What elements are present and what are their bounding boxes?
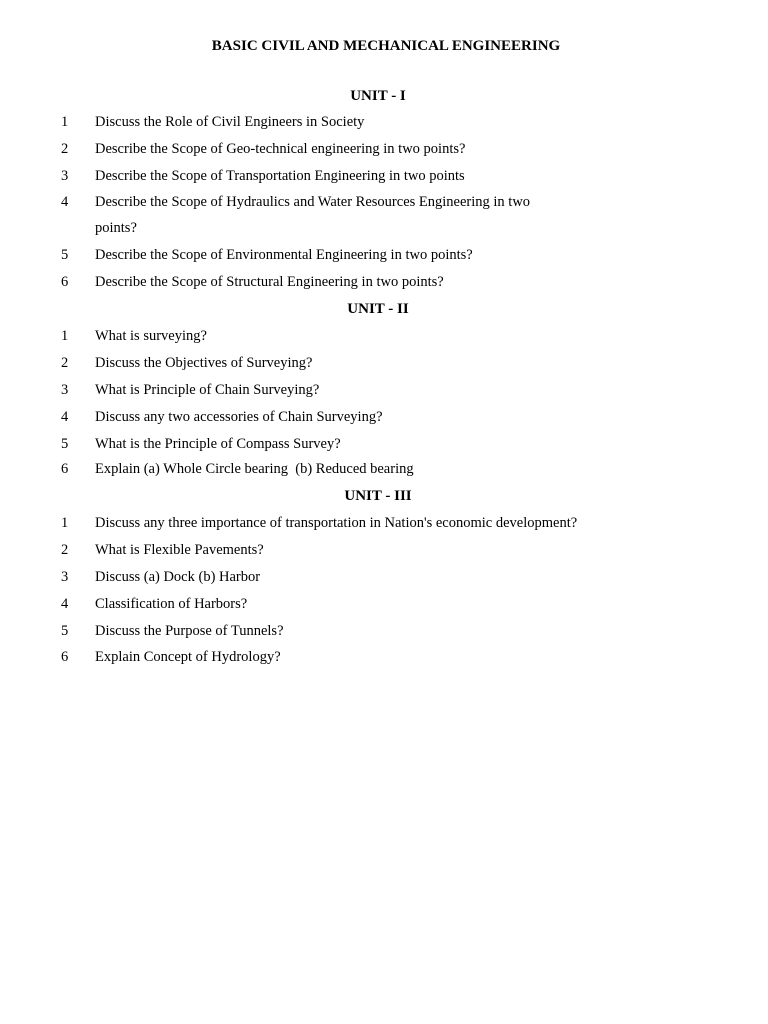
question-number: 1: [61, 328, 69, 344]
question-number: 2: [61, 542, 69, 558]
question-number: 3: [61, 569, 69, 585]
question-number: 5: [61, 247, 69, 263]
document-title: BASIC CIVIL AND MECHANICAL ENGINEERING: [211, 38, 561, 54]
question-number: 4: [61, 596, 69, 612]
question-text: Explain (a) Whole Circle bearing (b) Reduced bearing: [95, 461, 414, 477]
question-number: 1: [61, 114, 69, 130]
question-text: What is surveying?: [95, 328, 207, 344]
question-text: What is the Principle of Compass Survey?: [95, 436, 341, 452]
question-text: Discuss (a) Dock (b) Harbor: [95, 569, 261, 585]
question-number: 6: [61, 461, 69, 477]
question-text: Describe the Scope of Environmental Engineering in two points?: [95, 247, 473, 263]
question-text: Discuss the Objectives of Surveying?: [95, 355, 313, 371]
question-text: Discuss the Purpose of Tunnels?: [95, 623, 284, 639]
question-number: 6: [61, 649, 69, 665]
question-text: What is Flexible Pavements?: [95, 542, 264, 558]
question-text: Discuss any two accessories of Chain Surveying?: [95, 409, 383, 425]
question-number: 4: [61, 409, 69, 425]
unit-2-heading: UNIT - II: [347, 301, 409, 317]
question-text: What is Principle of Chain Surveying?: [95, 382, 320, 398]
question-number: 5: [61, 436, 69, 452]
question-text: Explain Concept of Hydrology?: [95, 649, 281, 665]
question-number: 6: [61, 274, 69, 290]
question-text: Describe the Scope of Structural Engineering in two points?: [95, 274, 444, 290]
question-text: Describe the Scope of Hydraulics and Water Resources Engineering in two points?: [95, 194, 531, 236]
question-number: 2: [61, 355, 69, 371]
question-text: Discuss the Role of Civil Engineers in Society: [95, 114, 365, 130]
question-text: Classification of Harbors?: [95, 596, 248, 612]
unit-3-heading: UNIT - III: [344, 488, 412, 504]
question-number: 1: [61, 515, 69, 531]
question-text: Discuss any three importance of transportation in Nation's economic development?: [95, 515, 578, 531]
question-number: 3: [61, 168, 69, 184]
question-number: 2: [61, 141, 69, 157]
unit-1-heading: UNIT - I: [350, 88, 406, 104]
question-number: 4: [61, 194, 69, 210]
question-text: Describe the Scope of Geo-technical engineering in two points?: [95, 141, 466, 157]
question-number: 5: [61, 623, 69, 639]
question-text: Describe the Scope of Transportation Engineering in two points: [95, 168, 465, 184]
question-number: 3: [61, 382, 69, 398]
